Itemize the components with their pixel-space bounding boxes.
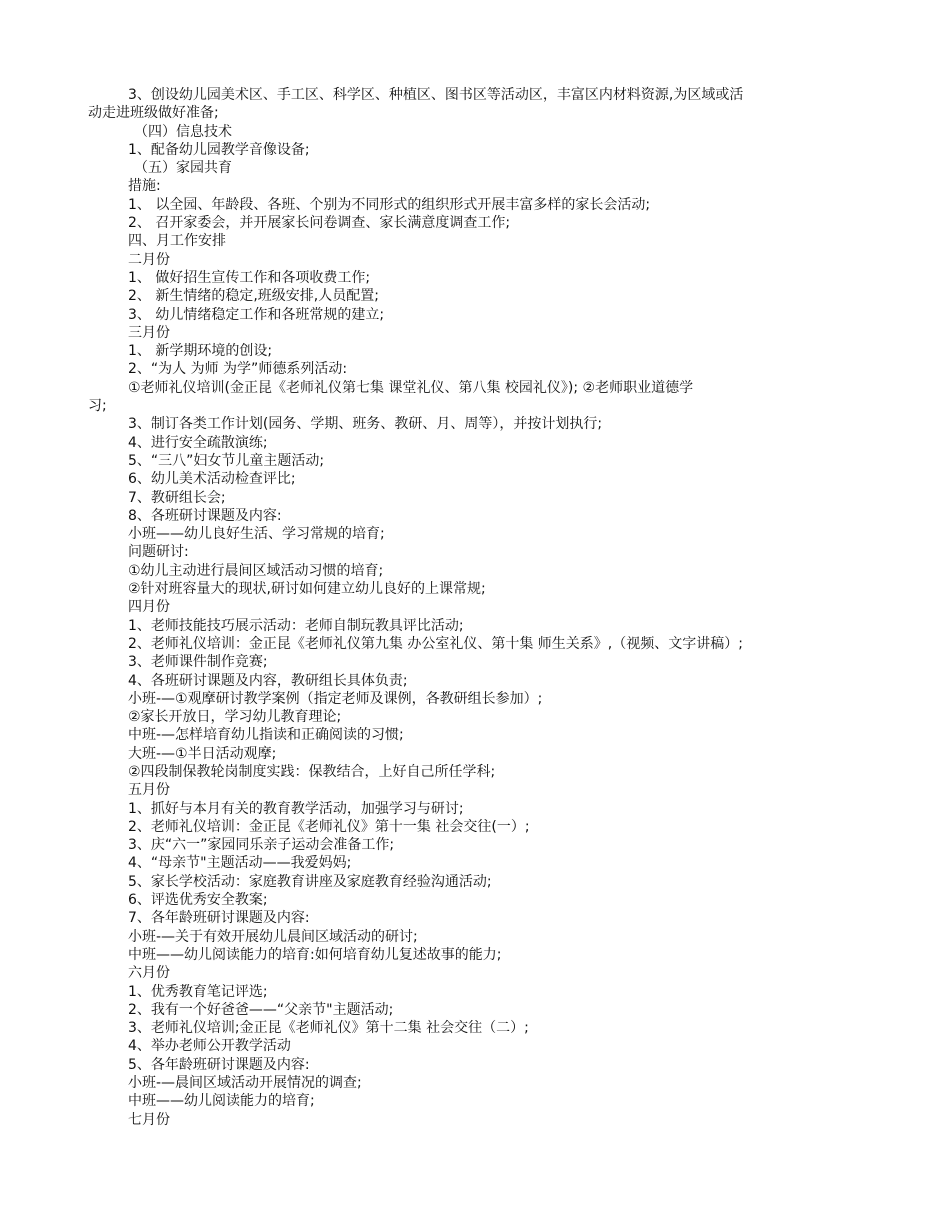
text-line: ①幼儿主动进行晨间区域活动习惯的培育; (128, 562, 384, 579)
text-line: 4、举办老师公开教学活动 (128, 1038, 291, 1055)
text-line: 措施: (128, 178, 161, 195)
text-line: 中班——幼儿阅读能力的培育:如何培育幼儿复述故事的能力; (128, 946, 502, 963)
text-line: 3、庆“六一”家园同乐亲子运动会准备工作; (128, 837, 395, 854)
text-line: 4、“母亲节"主题活动——我爱妈妈; (128, 855, 352, 872)
text-line: 5、“三八”妇女节儿童主题活动; (128, 452, 325, 469)
text-line: 3、老师礼仪培训;金正昆《老师礼仪》第十二集 社会交往（二）; (128, 1020, 529, 1037)
text-line: 中班——幼儿阅读能力的培育; (128, 1093, 315, 1110)
text-line: 5、各年龄班研讨课题及内容: (128, 1056, 310, 1073)
text-line: 中班-—怎样培育幼儿指读和正确阅读的习惯; (128, 727, 404, 744)
text-line: 小班-—晨间区域活动开展情况的调查; (128, 1075, 362, 1092)
text-line: 7、各年龄班研讨课题及内容: (128, 910, 310, 927)
text-line: 动走进班级做好准备; (88, 105, 219, 122)
text-line: 1、老师技能技巧展示活动：老师自制玩教具评比活动; (128, 617, 464, 634)
text-line: 2、 召开家委会，并开展家长问卷调查、家长满意度调查工作; (128, 215, 511, 232)
text-line: 1、抓好与本月有关的教育教学活动，加强学习与研讨; (128, 800, 464, 817)
text-line: 五月份 (128, 782, 170, 799)
text-line: ②家长开放日，学习幼儿教育理论; (128, 709, 342, 726)
text-line: 1、 以全园、年龄段、各班、个别为不同形式的组织形式开展丰富多样的家长会活动; (128, 196, 651, 213)
text-line: 4、进行安全疏散演练; (128, 434, 268, 451)
text-line: 7、教研组长会; (128, 489, 226, 506)
text-line: 2、老师礼仪培训：金正昆《老师礼仪》第十一集 社会交往(一）; (128, 818, 530, 835)
text-line: 1、配备幼儿园教学音像设备; (128, 141, 310, 158)
text-line: 8、各班研讨课题及内容: (128, 507, 282, 524)
text-line: 3、老师课件制作竞赛; (128, 654, 268, 671)
text-line: 3、创设幼儿园美术区、手工区、科学区、种植区、图书区等活动区，丰富区内材料资源,为区域或活 (128, 87, 744, 103)
text-line: 4、各班研讨课题及内容，教研组长具体负责; (128, 672, 408, 689)
text-line: 三月份 (128, 324, 170, 341)
text-line: 二月份 (128, 251, 170, 268)
text-line: （五）家园共育 (134, 160, 232, 177)
text-line: 1、 新学期环境的创设; (128, 343, 273, 360)
text-line: 问题研讨: (128, 544, 189, 561)
text-line: 2、 新生情绪的稳定,班级安排,人员配置; (128, 288, 379, 305)
text-line: 小班——幼儿良好生活、学习常规的培育; (128, 526, 385, 543)
text-line: 四、月工作安排 (128, 233, 226, 250)
text-line: 1、优秀教育笔记评选; (128, 983, 268, 1000)
text-line: 四月份 (128, 599, 170, 616)
text-line: 2、我有一个好爸爸——“父亲节"主题活动; (128, 1001, 394, 1018)
text-line: 六月份 (128, 965, 170, 982)
text-line: 6、幼儿美术活动检查评比; (128, 471, 296, 488)
text-line: 3、 幼儿情绪稳定工作和各班常规的建立; (128, 306, 385, 323)
text-line: 大班-—①半日活动观摩; (128, 745, 277, 762)
text-line: 七月份 (128, 1111, 170, 1128)
text-line: 小班-—①观摩研讨教学案例（指定老师及课例，各教研组长参加）; (128, 690, 543, 707)
text-line: ①老师礼仪培训(金正昆《老师礼仪第七集 课堂礼仪、第八集 校园礼仪》); ②老师职业道德学 (128, 379, 694, 396)
text-line: 2、“为人 为师 为学”师德系列活动: (128, 361, 348, 378)
text-line: 1、 做好招生宣传工作和各项收费工作; (128, 269, 371, 286)
text-line: ②四段制保教轮岗制度实践：保教结合，上好自己所任学科; (128, 763, 496, 780)
text-line: （四）信息技术 (134, 123, 232, 140)
text-line: 5、家长学校活动：家庭教育讲座及家庭教育经验沟通活动; (128, 873, 492, 890)
text-line: 6、评选优秀安全教案; (128, 892, 268, 909)
text-line: 3、制订各类工作计划(园务、学期、班务、教研、月、周等），并按计划执行; (128, 416, 603, 433)
text-line: 小班-—关于有效开展幼儿晨间区域活动的研讨; (128, 928, 418, 945)
text-line: ②针对班容量大的现状,研讨如何建立幼儿良好的上课常规; (128, 581, 486, 598)
text-line: 2、老师礼仪培训：金正昆《老师礼仪第九集 办公室礼仪、第十集 师生关系》,（视频、文字讲稿）; (128, 635, 743, 652)
text-line: 习; (88, 398, 107, 415)
